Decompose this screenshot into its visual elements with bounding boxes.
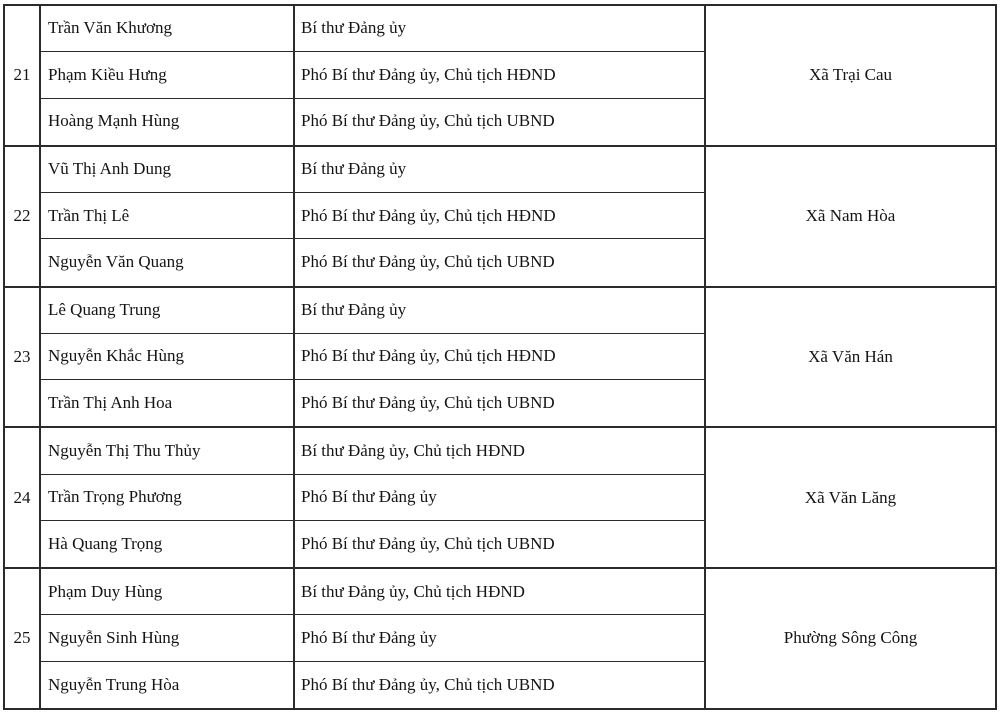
person-name-cell: Nguyễn Thị Thu Thủy bbox=[39, 428, 293, 474]
person-name-cell: Nguyễn Sinh Hùng bbox=[39, 615, 293, 661]
person-name-cell: Phạm Kiều Hưng bbox=[39, 52, 293, 98]
person-name-cell: Trần Văn Khương bbox=[39, 6, 293, 52]
person-name-cell: Trần Thị Lê bbox=[39, 193, 293, 239]
person-position-cell: Phó Bí thư Đảng ủy, Chủ tịch UBND bbox=[293, 521, 704, 567]
row-number-cell: 25 bbox=[13, 628, 31, 648]
person-position-cell: Phó Bí thư Đảng ủy, Chủ tịch HĐND bbox=[293, 193, 704, 239]
locality-cell: Xã Văn Lăng bbox=[704, 428, 995, 567]
person-name-cell: Nguyễn Văn Quang bbox=[39, 239, 293, 285]
personnel-table bbox=[3, 4, 997, 710]
person-position-cell: Bí thư Đảng ủy bbox=[293, 147, 704, 193]
table-group-25 bbox=[5, 569, 995, 708]
locality-cell: Xã Nam Hòa bbox=[704, 147, 995, 286]
person-position-cell: Bí thư Đảng ủy bbox=[293, 288, 704, 334]
table-group-24 bbox=[5, 428, 995, 569]
row-number-cell: 22 bbox=[13, 206, 31, 225]
person-position-cell: Phó Bí thư Đảng ủy, Chủ tịch UBND bbox=[293, 239, 704, 285]
person-position-cell: Phó Bí thư Đảng ủy, Chủ tịch UBND bbox=[293, 99, 704, 145]
person-position-cell: Phó Bí thư Đảng ủy, Chủ tịch HĐND bbox=[293, 334, 704, 380]
person-name-cell: Trần Thị Anh Hoa bbox=[39, 380, 293, 426]
table-group-21 bbox=[5, 6, 995, 147]
person-name-cell: Vũ Thị Anh Dung bbox=[39, 147, 293, 193]
person-position-cell: Bí thư Đảng ủy, Chủ tịch HĐND bbox=[293, 428, 704, 474]
locality-cell: Phường Sông Công bbox=[704, 569, 995, 708]
person-position-cell: Phó Bí thư Đảng ủy, Chủ tịch HĐND bbox=[293, 52, 704, 98]
person-name-cell: Trần Trọng Phương bbox=[39, 475, 293, 521]
person-name-cell: Hoàng Mạnh Hùng bbox=[39, 99, 293, 145]
locality-cell: Xã Trại Cau bbox=[704, 6, 995, 145]
row-number-cell: 24 bbox=[13, 487, 31, 507]
person-name-cell: Phạm Duy Hùng bbox=[39, 569, 293, 615]
person-position-cell: Phó Bí thư Đảng ủy, Chủ tịch UBND bbox=[293, 662, 704, 708]
person-position-cell: Phó Bí thư Đảng ủy, Chủ tịch UBND bbox=[293, 380, 704, 426]
person-position-cell: Bí thư Đảng ủy bbox=[293, 6, 704, 52]
person-name-cell: Hà Quang Trọng bbox=[39, 521, 293, 567]
person-position-cell: Phó Bí thư Đảng ủy bbox=[293, 615, 704, 661]
locality-cell: Xã Văn Hán bbox=[704, 288, 995, 427]
row-number-cell: 23 bbox=[13, 346, 31, 366]
person-name-cell: Nguyễn Trung Hòa bbox=[39, 662, 293, 708]
table-group-23 bbox=[5, 288, 995, 429]
person-name-cell: Nguyễn Khắc Hùng bbox=[39, 334, 293, 380]
table-group-22 bbox=[5, 147, 995, 288]
person-position-cell: Bí thư Đảng ủy, Chủ tịch HĐND bbox=[293, 569, 704, 615]
person-position-cell: Phó Bí thư Đảng ủy bbox=[293, 475, 704, 521]
row-number-cell: 21 bbox=[13, 65, 31, 85]
person-name-cell: Lê Quang Trung bbox=[39, 288, 293, 334]
